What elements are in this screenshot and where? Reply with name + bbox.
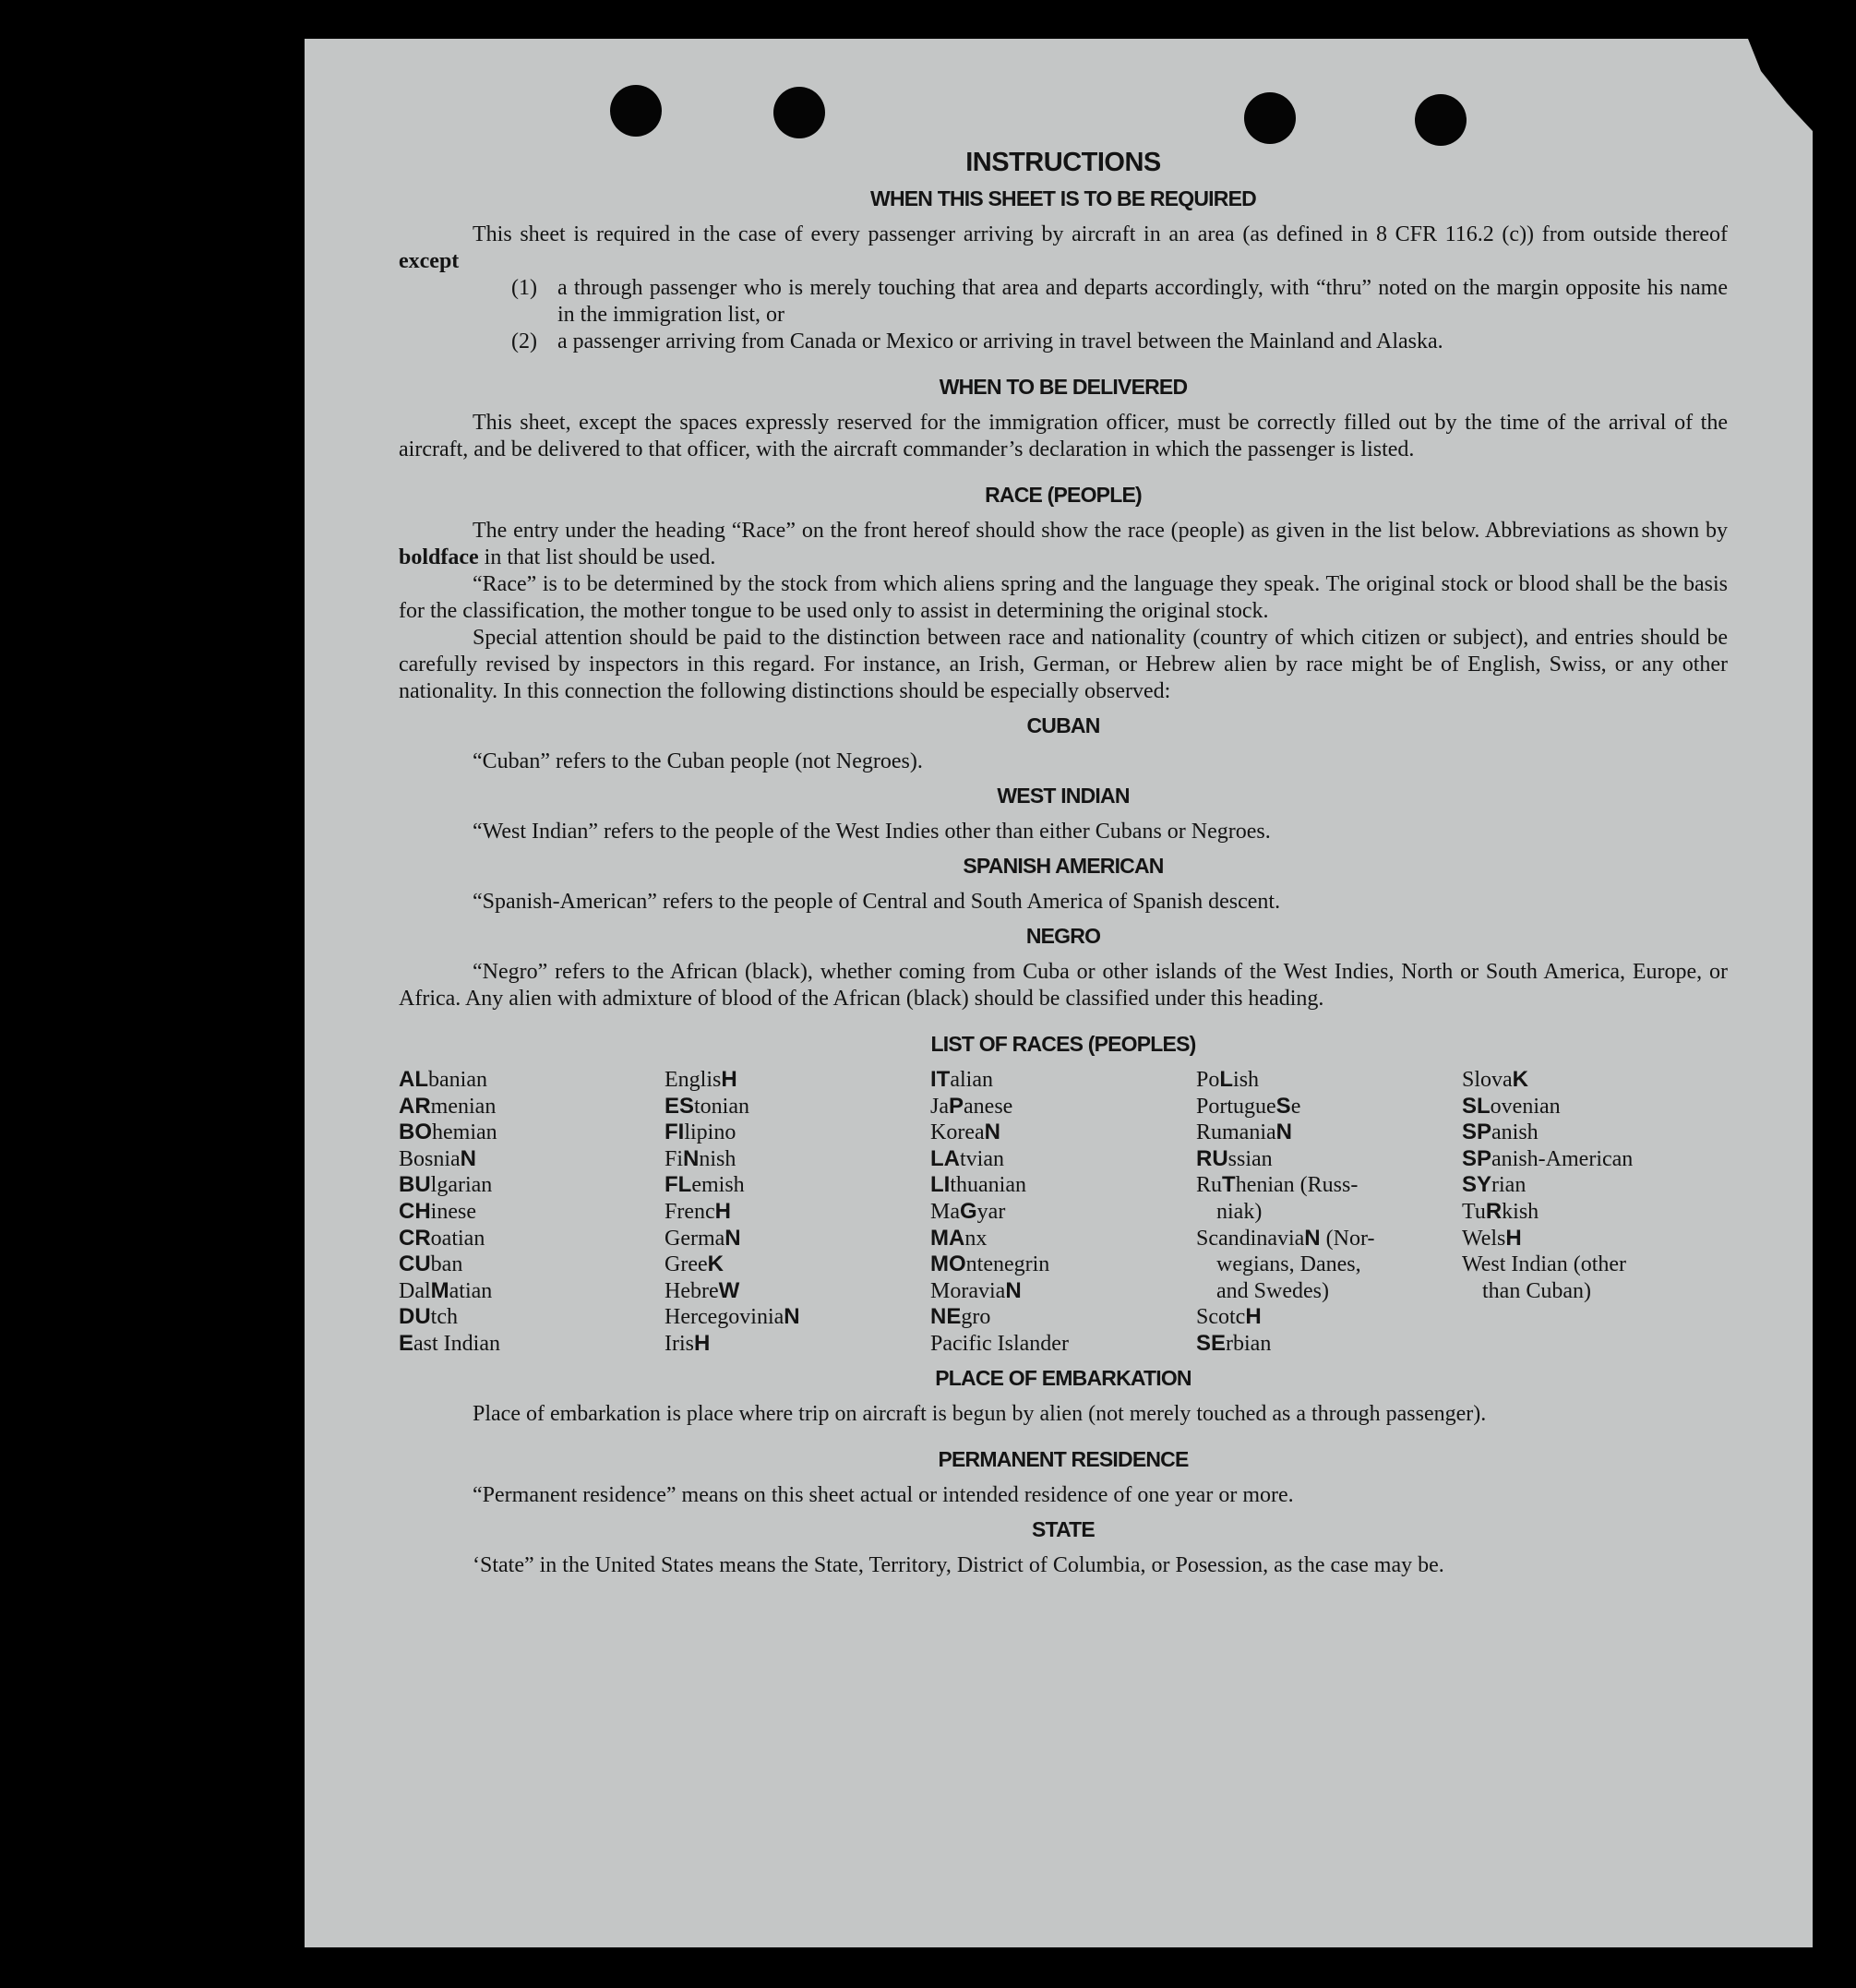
race-entry: SPanish-American [1462, 1145, 1634, 1171]
paragraph-bold: boldface [399, 545, 479, 569]
race-entry: SYrian [1462, 1172, 1527, 1198]
race-entry: JaPanese [930, 1093, 1013, 1119]
race-entry: ScandinaviaN (Nor- [1196, 1225, 1375, 1251]
section-heading-required: WHEN THIS SHEET IS TO BE REQUIRED [870, 186, 1256, 210]
paragraph: ‘State” in the United States means the State, Territory, District of Columbia, or Posession, as the case may be. [473, 1552, 1444, 1577]
paragraph-text: This sheet is required in the case of every passenger arriving by aircraft in an area (as defined in 8 CFR 116.2 (c)) from outside thereof [473, 222, 1728, 246]
race-entry: CUban [399, 1251, 463, 1277]
race-entry: ARmenian [399, 1093, 497, 1119]
race-entry: CHinese [399, 1198, 476, 1224]
section-heading-west-indian: WEST INDIAN [997, 784, 1130, 808]
race-entry: SLovenian [1462, 1093, 1561, 1119]
race-entry: BOhemian [399, 1120, 497, 1145]
paragraph: Place of embarkation is place where trip on aircraft is begun by alien (not merely touched as a through passenger). [473, 1401, 1487, 1426]
race-entry: SErbian [1196, 1330, 1272, 1356]
section-heading-delivered: WHEN TO BE DELIVERED [939, 375, 1188, 399]
races-column [665, 1067, 930, 1358]
race-entry: RuThenian (Russ- [1196, 1172, 1359, 1198]
punch-hole [1244, 92, 1296, 144]
race-entry: MoraviaN [930, 1277, 1022, 1303]
section-heading-residence: PERMANENT RESIDENCE [938, 1446, 1189, 1471]
item-number: (1) [511, 276, 537, 300]
race-entry: West Indian (other [1462, 1252, 1627, 1277]
item-number: (2) [511, 329, 537, 353]
section-heading-state: STATE [1032, 1516, 1095, 1541]
race-entry: CRoatian [399, 1225, 485, 1251]
document-sheet [305, 39, 1813, 1947]
paragraph-text: The entry under the heading “Race” on the front hereof should show the race (people) as given in the list below. Abbreviations as shown by [473, 519, 1728, 543]
paragraph: “Permanent residence” means on this sheet actual or intended residence of one year or more. [473, 1482, 1294, 1507]
paragraph: “Race” is to be determined by the stock from which aliens spring and the language they speak. The original stock or blood shall be the basis for the classification, the mother tongue to be used only to assist in determining the original stock. [399, 572, 1728, 623]
race-entry: PoLish [1196, 1067, 1260, 1092]
race-entry: EStonian [665, 1093, 750, 1119]
paragraph: This sheet, except the spaces expressly reserved for the immigration officer, must be correctly filled out by the time of the arrival of the aircraft, and be delivered to that officer, with the aircraft commander’s declaration in which the passenger is listed. [399, 411, 1728, 461]
race-entry: FLemish [665, 1172, 745, 1198]
section-heading-negro: NEGRO [1025, 924, 1101, 948]
race-entry: than Cuban) [1482, 1278, 1591, 1303]
race-entry: GreeK [665, 1251, 724, 1277]
list-item [511, 329, 1728, 355]
section-heading-race: RACE (PEOPLE) [985, 483, 1142, 507]
race-entry: wegians, Danes, [1216, 1252, 1361, 1277]
race-entry: Pacific Islander [930, 1331, 1069, 1356]
paragraph: “Cuban” refers to the Cuban people (not Negroes). [473, 749, 923, 773]
paragraph: “Negro” refers to the African (black), whether coming from Cuba or other islands of the West Indies, North or South America, Europe, or Africa. Any alien with admixture of blood of the African (black) should be classified under this heading. [399, 960, 1728, 1011]
race-entry: LAtvian [930, 1145, 1004, 1171]
race-entry: ITalian [930, 1067, 993, 1092]
races-column [930, 1067, 1196, 1358]
item-text: a passenger arriving from Canada or Mexico or arriving in travel between the Mainland and Alaska. [557, 329, 1443, 353]
race-entry: ALbanian [399, 1067, 487, 1092]
races-list [399, 1067, 1728, 1358]
race-entry: BUlgarian [399, 1172, 493, 1198]
paragraph: Special attention should be paid to the distinction between race and nationality (country of which citizen or subject), and entries should be carefully revised by inspectors in this regard. For instance, an Irish, German, or Hebrew alien by race might be of English, Swiss, or any other nationality. In this connection the following distinctions should be especially observed: [399, 626, 1728, 703]
section-heading-spanish-american: SPANISH AMERICAN [963, 854, 1164, 878]
paragraph-bold: except [399, 249, 460, 273]
race-entry: NEgro [930, 1304, 991, 1330]
race-entry: TuRkish [1462, 1198, 1539, 1224]
paragraph-text: in that list should be used. [478, 545, 716, 569]
list-item [511, 275, 1728, 329]
race-entry: MOntenegrin [930, 1251, 1050, 1277]
races-column [399, 1067, 665, 1358]
race-entry: HercegoviniaN [665, 1304, 800, 1330]
race-entry: LIthuanian [930, 1172, 1026, 1198]
race-entry: SlovaK [1462, 1067, 1529, 1092]
torn-corner [1748, 39, 1813, 131]
section-heading-embarkation: PLACE OF EMBARKATION [935, 1365, 1191, 1390]
page-title: INSTRUCTIONS [965, 148, 1161, 177]
race-entry: East Indian [399, 1330, 500, 1356]
race-entry: RumaniaN [1196, 1120, 1292, 1145]
section-heading-cuban: CUBAN [1026, 713, 1100, 737]
race-entry: ScotcH [1196, 1304, 1262, 1330]
paragraph: “Spanish-American” refers to the people of Central and South America of Spanish descent. [473, 890, 1281, 914]
paragraph [399, 222, 1728, 275]
race-entry: GermaN [665, 1225, 741, 1251]
punch-hole [610, 85, 662, 137]
race-entry: FrencH [665, 1198, 731, 1224]
race-entry: DUtch [399, 1304, 458, 1330]
race-entry: RUssian [1196, 1145, 1273, 1171]
race-entry: and Swedes) [1216, 1278, 1329, 1303]
race-entry: KoreaN [930, 1120, 1000, 1145]
race-entry: HebreW [665, 1277, 740, 1303]
race-entry: MaGyar [930, 1198, 1006, 1224]
race-entry: MAnx [930, 1225, 988, 1251]
race-entry: DalMatian [399, 1277, 493, 1303]
section-heading-list-of-races: LIST OF RACES (PEOPLES) [930, 1032, 1196, 1056]
paragraph [399, 518, 1728, 571]
race-entry: IrisH [665, 1330, 711, 1356]
punch-hole [1415, 94, 1467, 146]
item-text: a through passenger who is merely touching that area and departs accordingly, with “thru” noted on the margin opposite his name in the immigration list, or [557, 276, 1728, 327]
paragraph: “West Indian” refers to the people of the West Indies other than either Cubans or Negroes. [473, 820, 1271, 844]
race-entry: EnglisH [665, 1067, 737, 1092]
race-entry: PortugueSe [1196, 1093, 1301, 1119]
punch-hole [773, 87, 825, 138]
race-entry: WelsH [1462, 1225, 1522, 1251]
instructions-text [399, 150, 1728, 1579]
race-entry: FiNnish [665, 1145, 736, 1171]
races-column [1462, 1067, 1728, 1358]
race-entry: FIlipino [665, 1120, 736, 1145]
race-entry: BosniaN [399, 1145, 477, 1171]
race-entry: SPanish [1462, 1120, 1539, 1145]
races-column [1196, 1067, 1462, 1358]
race-entry: niak) [1216, 1199, 1263, 1224]
